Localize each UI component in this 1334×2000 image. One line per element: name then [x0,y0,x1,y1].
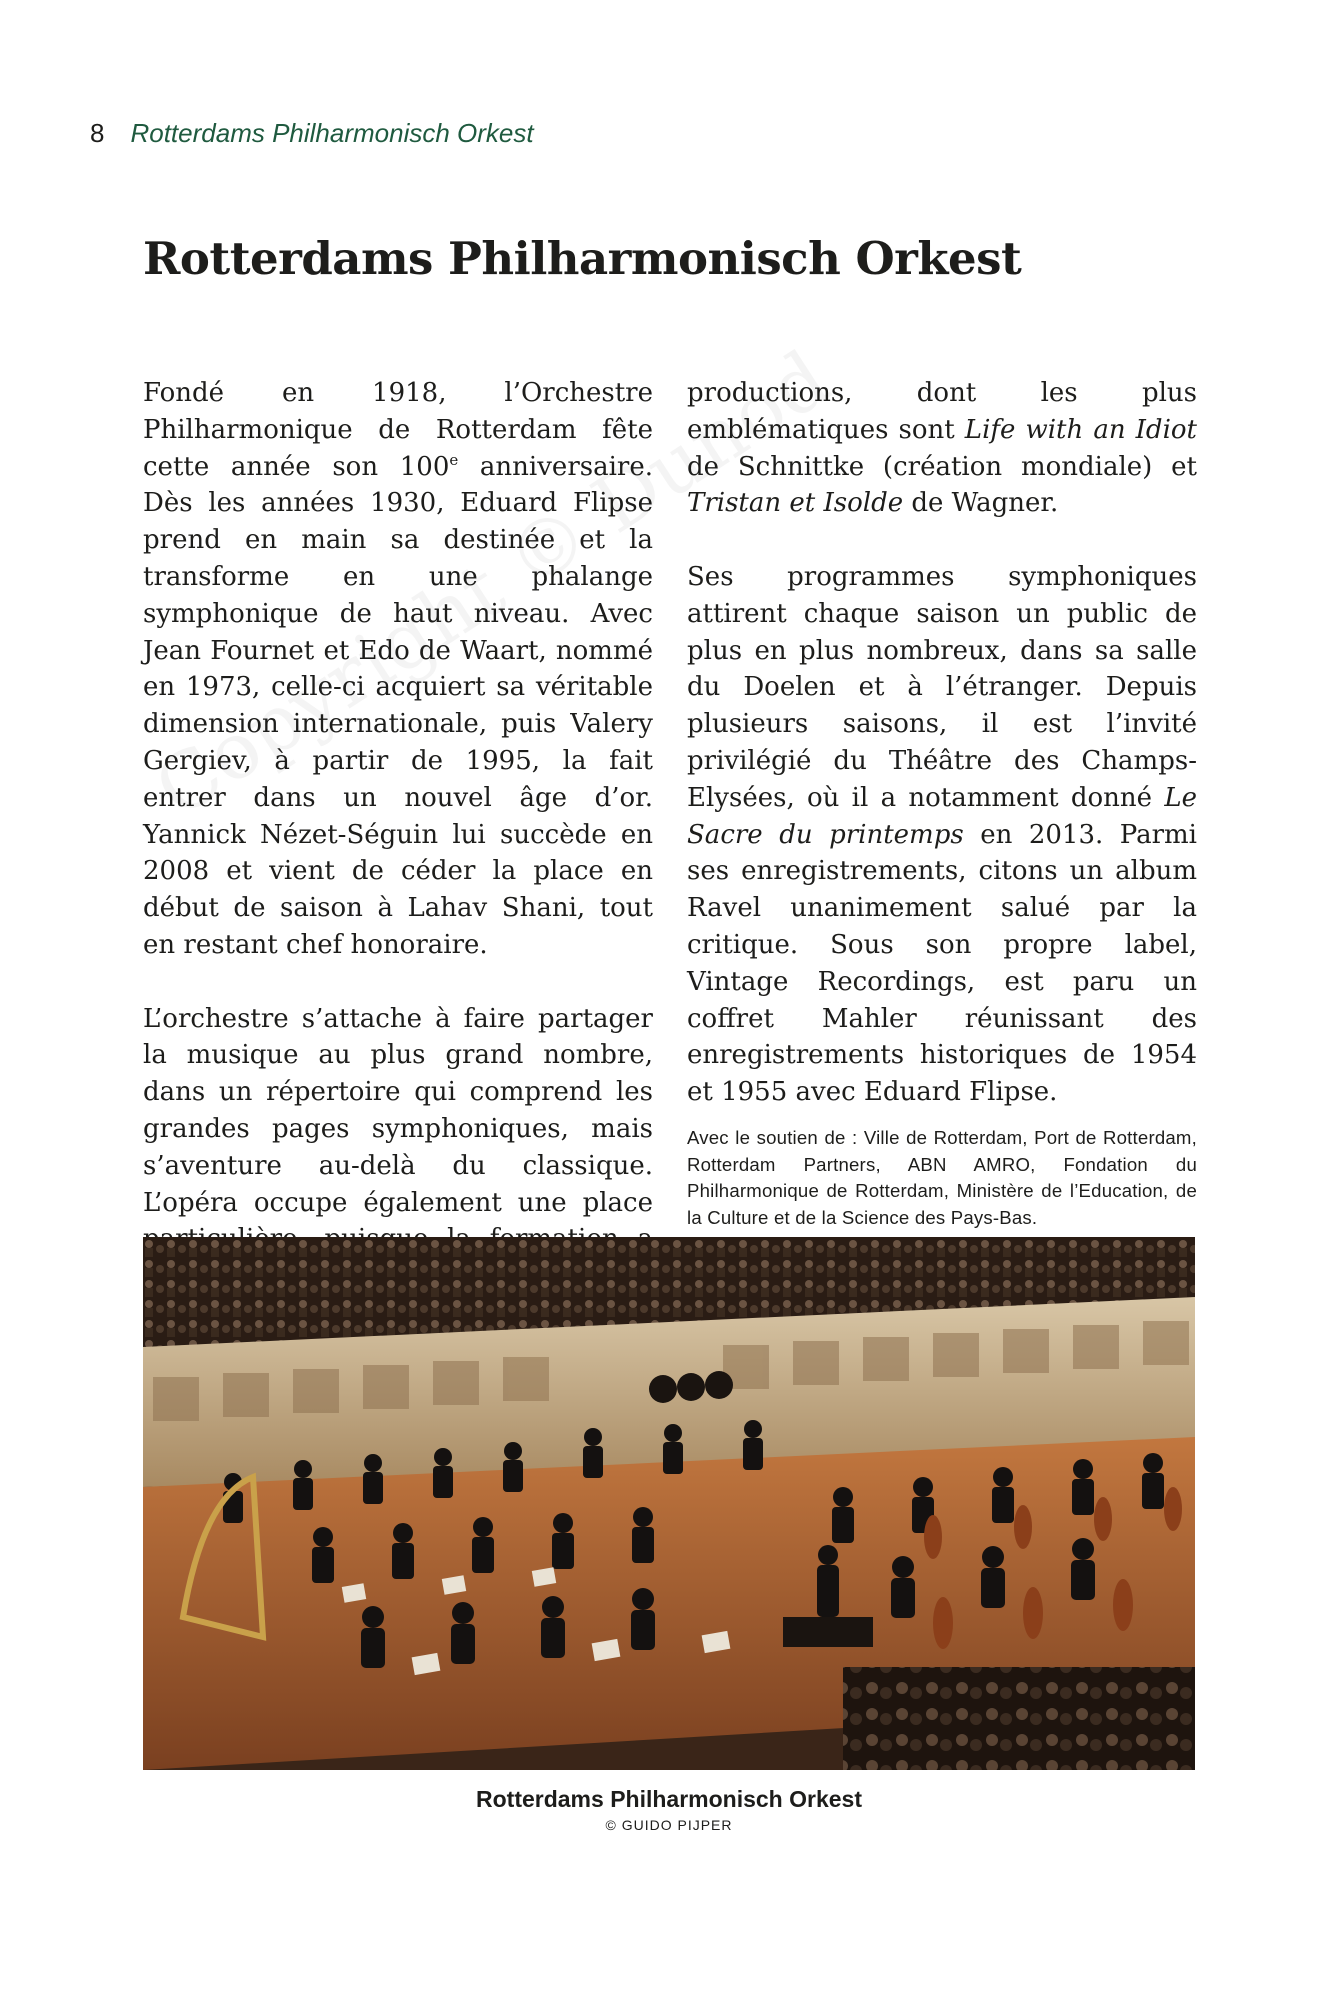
paragraph-repertoire: L’orchestre s’attache à faire partager la musique au plus grand nombre, dans un répertoire qui comprend les grandes pages symphoniques, mais s’aventure au-delà du classique. L’opéra occupe également une place [143,1003,653,1218]
timpani [649,1371,733,1403]
photo-credit: © GUIDO PIJPER [605,1817,733,1833]
orchestra-photo [143,1237,1195,1770]
work-title-le-sacre-du-printemps: Le Sacre du printemps [687,782,1197,850]
photo-caption [143,1786,1195,1833]
ordinal-superscript: e [449,450,459,469]
work-title-life-with-an-idiot: Life with an Idiot [964,414,1197,445]
sponsors-note: Avec le soutien de : Ville de Rotterdam, Port de Rotterdam, Rotterdam Partners, ABN AMRO, Fondation du Philharmonique de Rotterdam, Ministère de l’Education, de la Culture et de la Science des Pays-Bas. [687,1126,1197,1228]
running-title: Rotterdams Philharmonisch Orkest [130,118,534,148]
work-title-tristan-et-isolde: Tristan et Isolde [687,488,904,519]
page-title: Rotterdams Philharmonisch Orkest [143,232,1022,285]
paragraph-opera: productions, dont les plus emblématiques sont Life with an Idiot de Schnittke (création mondiale) et Tristan et Isolde de Wagner. [687,378,1197,519]
page-number: 8 [90,118,105,148]
paragraph-programmes: Ses programmes symphoniques attirent chaque saison un public de plus en plus nombreux, dans sa salle du Doelen et à l’étranger. Depuis plusieurs saisons, il est l’invité privilégié du Théâtre des Champs-Elysées, où il a notamment donné Le Sacre du printemps en 2013. Parmi ses enregistrements, citons un album Ravel unanimement salué par la critique. Sous son propre label, Vintage Recordings, est paru un coffret Mahler réunissant des enregistrements historiques de 1954 et 1955 avec Eduard Flipse. [687,561,1197,1108]
right-column [687,375,1197,1231]
left-column [143,375,653,1295]
audience-front [843,1667,1195,1770]
paragraph-history: Fondé en 1918, l’Orchestre Philharmonique de Rotterdam fête cette année son 100e anniversaire. Dès les années 1930, Eduard Flipse prend en main sa destinée et la transforme en une phalange symphonique de haut niveau. Avec Jean Fournet et Edo de Waart, nommé en 1973, celle-ci acquiert sa véritable dimension internationale, puis Valery Gergiev, à partir de 1995, la fait entrer dans un nouvel âge d’or. Yannick Nézet-Séguin lui succède en 2008 et vient de céder la place en début de saison à Lahav Shani, tout en restant chef honoraire. [143,378,653,960]
photo-caption-title: Rotterdams Philharmonisch Orkest [476,1786,862,1812]
running-head [90,118,534,149]
